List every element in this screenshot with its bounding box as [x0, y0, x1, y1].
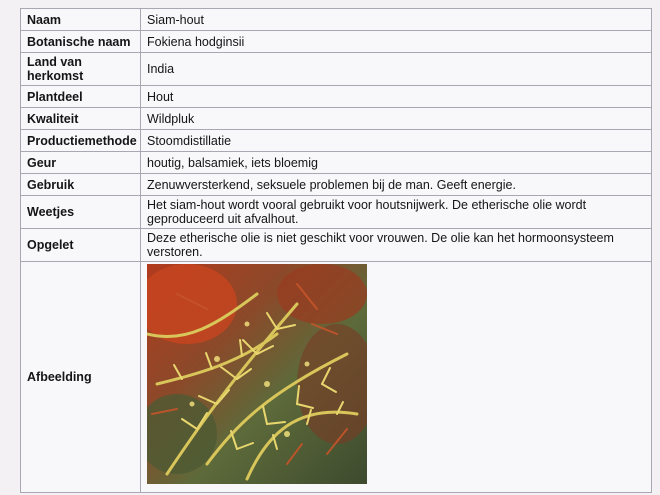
row-label: Land van herkomst: [21, 53, 141, 86]
plant-foliage-photo: [147, 264, 367, 484]
table-row: [21, 108, 652, 130]
row-label: Afbeelding: [21, 262, 141, 493]
row-value: Siam-hout: [141, 9, 652, 31]
table-row: [21, 9, 652, 31]
info-table: [20, 8, 652, 493]
table-row: [21, 174, 652, 196]
row-value: Hout: [141, 86, 652, 108]
table-row: [21, 196, 652, 229]
row-label: Kwaliteit: [21, 108, 141, 130]
table-row: [21, 262, 652, 493]
row-value: Stoomdistillatie: [141, 130, 652, 152]
image-cell: [141, 262, 652, 493]
table-row: [21, 152, 652, 174]
row-label: Plantdeel: [21, 86, 141, 108]
table-row: [21, 130, 652, 152]
table-row: [21, 31, 652, 53]
row-label: Botanische naam: [21, 31, 141, 53]
row-value: Deze etherische olie is niet geschikt voor vrouwen. De olie kan het hormoonsysteem verstoren.: [141, 229, 652, 262]
row-label: Weetjes: [21, 196, 141, 229]
row-label: Opgelet: [21, 229, 141, 262]
table-row: [21, 53, 652, 86]
row-label: Naam: [21, 9, 141, 31]
row-value: Fokiena hodginsii: [141, 31, 652, 53]
row-value: Wildpluk: [141, 108, 652, 130]
row-value: Zenuwversterkend, seksuele problemen bij de man. Geeft energie.: [141, 174, 652, 196]
table-row: [21, 229, 652, 262]
row-value: India: [141, 53, 652, 86]
row-value: houtig, balsamiek, iets bloemig: [141, 152, 652, 174]
table-row: [21, 86, 652, 108]
row-value: Het siam-hout wordt vooral gebruikt voor houtsnijwerk. De etherische olie wordt geproduceerd uit afvalhout.: [141, 196, 652, 229]
row-label: Geur: [21, 152, 141, 174]
info-sheet: [20, 8, 652, 492]
row-label: Productiemethode: [21, 130, 141, 152]
row-label: Gebruik: [21, 174, 141, 196]
